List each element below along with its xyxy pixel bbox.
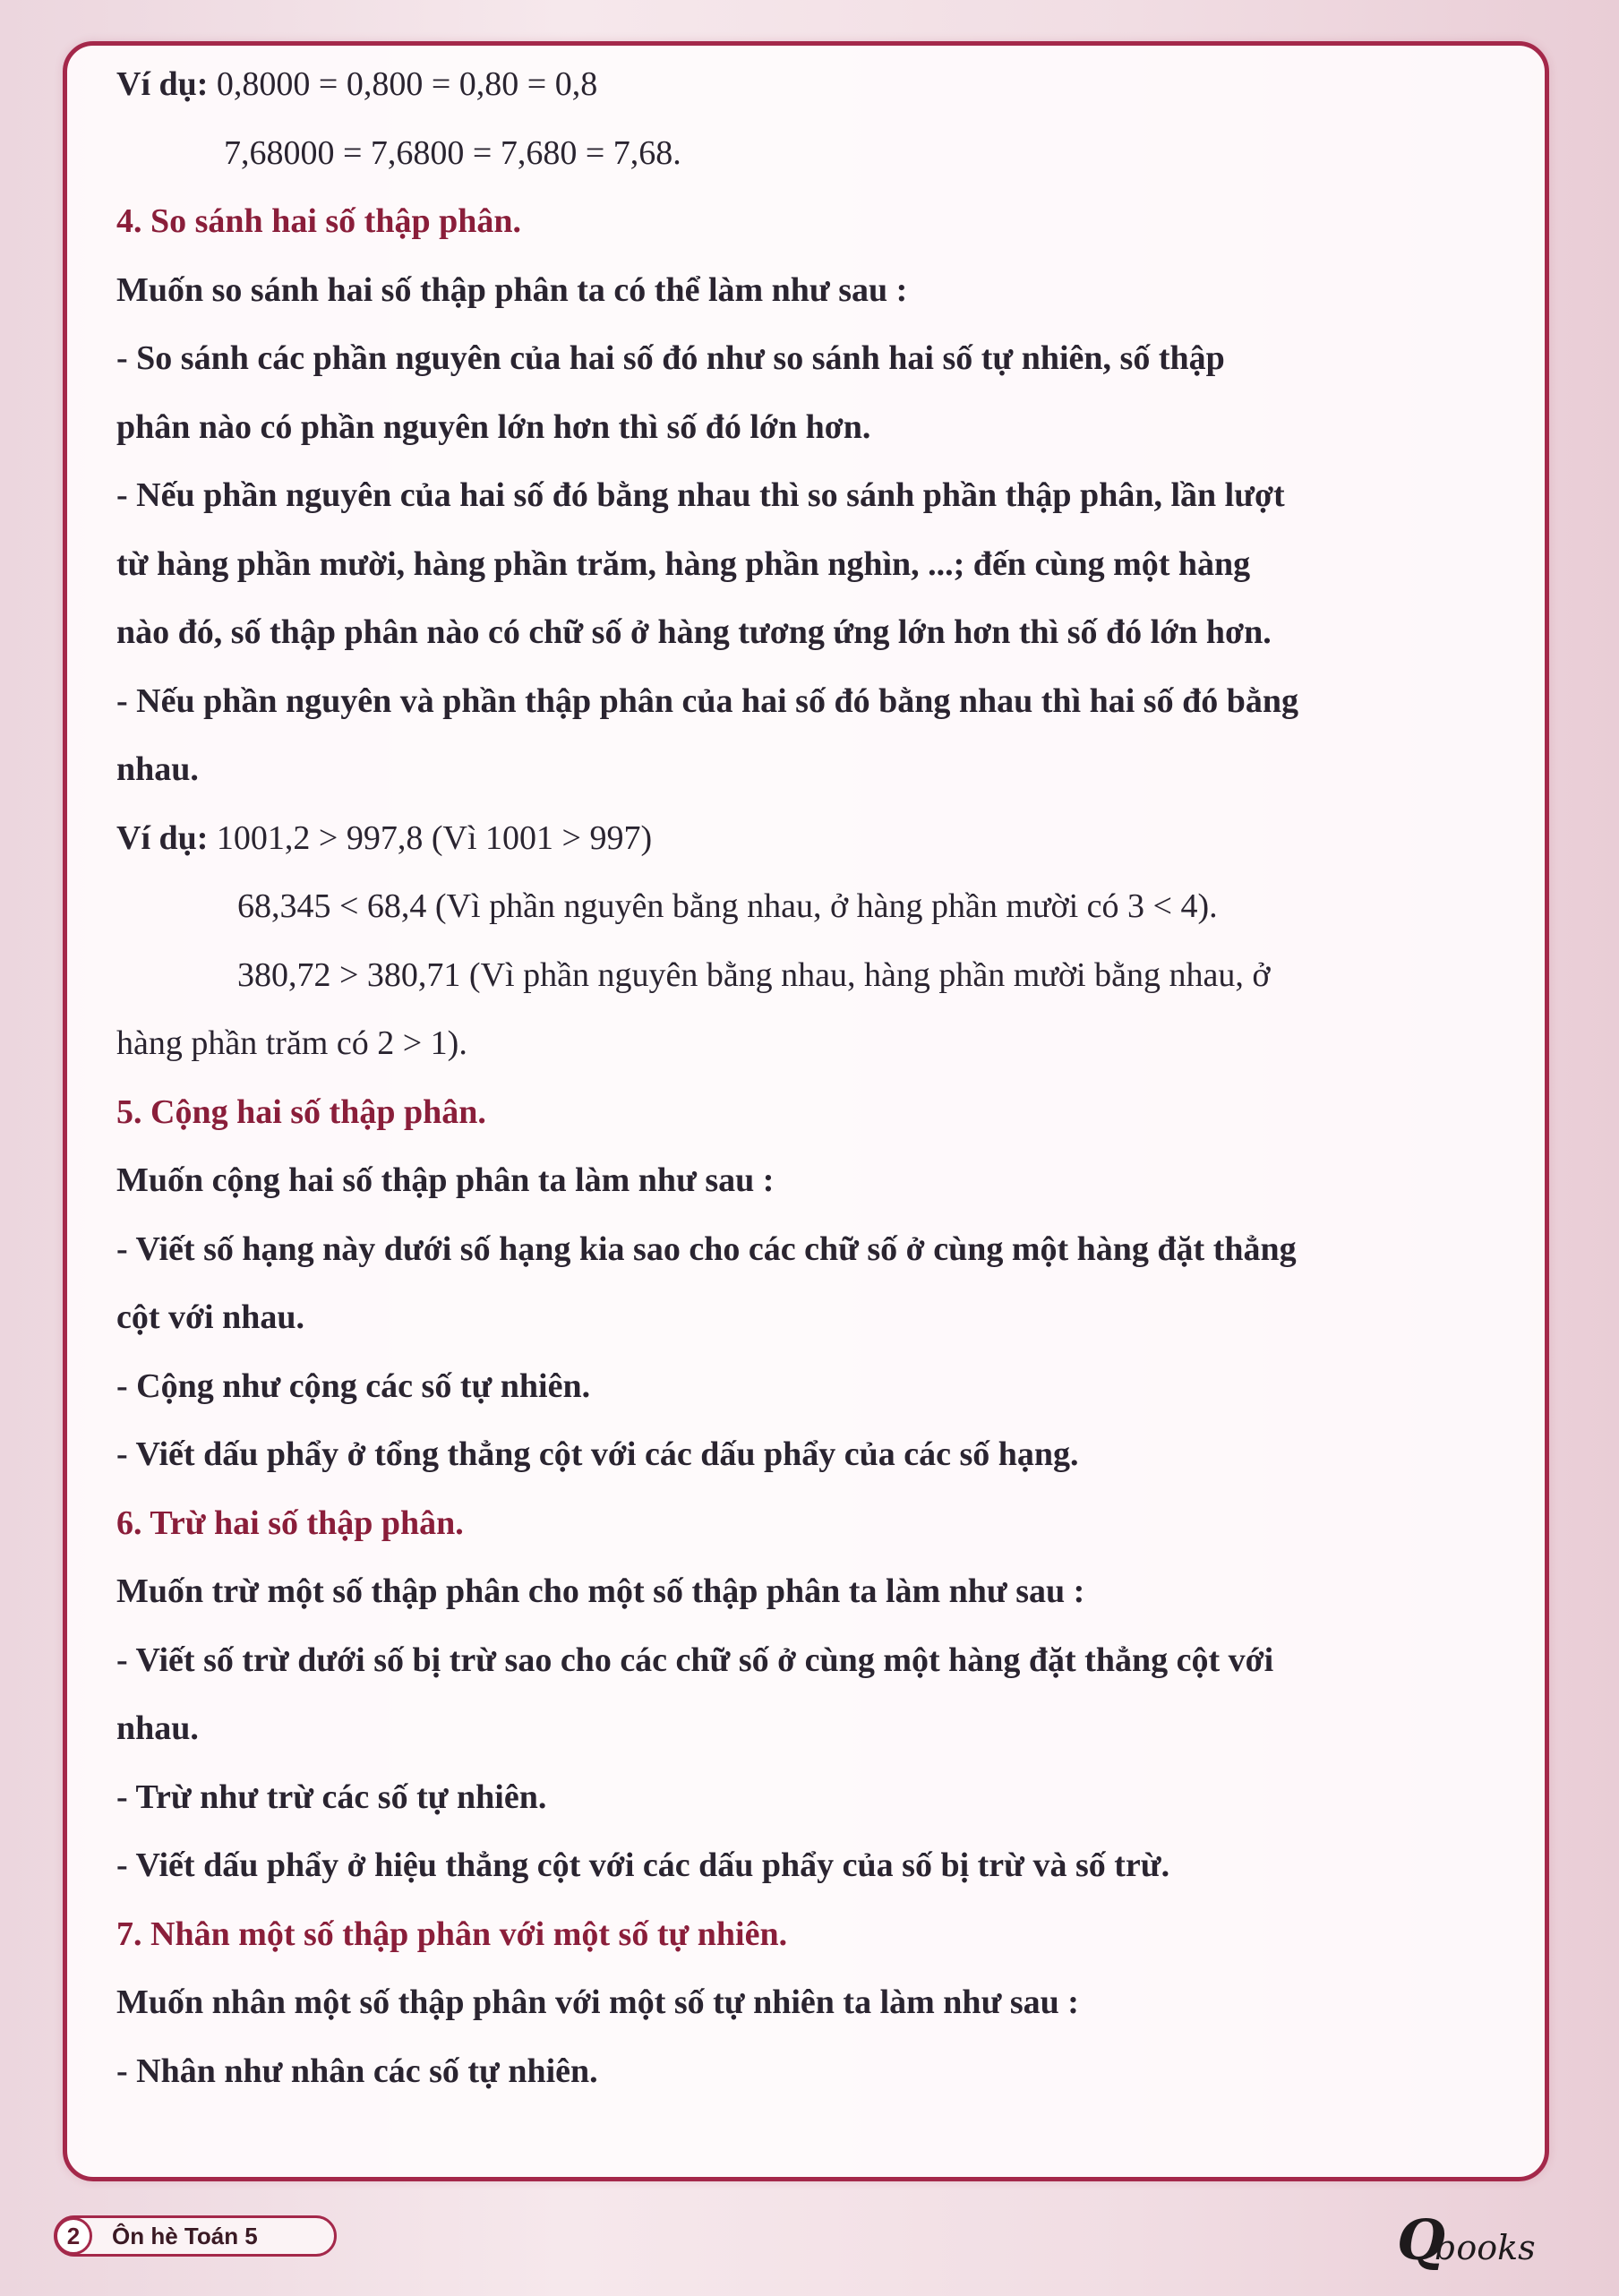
text-segment: - Viết số hạng này dưới số hạng kia sao cho các chữ số ở cùng một hàng đặt thẳng — [116, 1229, 1297, 1268]
page-content — [116, 50, 1513, 2105]
text-segment: Muốn nhân một số thập phân với một số tự nhiên ta làm như sau : — [116, 1983, 1079, 2021]
book-title: Ôn hè Toán 5 — [112, 2222, 258, 2249]
text-line — [116, 735, 1513, 804]
text-segment: nhau. — [116, 750, 199, 788]
example-label: Ví dụ: — [116, 818, 209, 857]
text-segment: 7,68000 = 7,6800 = 7,680 = 7,68. — [224, 133, 681, 172]
text-line — [116, 1763, 1513, 1832]
text-line — [116, 1146, 1513, 1215]
text-segment: từ hàng phần mười, hàng phần trăm, hàng phần nghìn, ...; đến cùng một hàng — [116, 544, 1251, 583]
section-heading — [116, 1900, 1513, 1969]
logo-letter: Q — [1397, 2207, 1446, 2273]
text-segment: - Viết dấu phẩy ở hiệu thẳng cột với các dấu phẩy của số bị trừ và số trừ. — [116, 1846, 1170, 1884]
section-heading — [116, 1489, 1513, 1558]
example-label: Ví dụ: — [116, 65, 209, 103]
text-line — [116, 50, 1513, 119]
text-segment: cột với nhau. — [116, 1298, 305, 1336]
text-line — [116, 119, 1513, 188]
text-segment: - Trừ như trừ các số tự nhiên. — [116, 1778, 547, 1816]
text-line — [116, 1557, 1513, 1626]
text-line — [116, 530, 1513, 599]
text-line — [116, 667, 1513, 736]
page-number: 2 — [55, 2217, 92, 2255]
text-line — [116, 1694, 1513, 1763]
text-segment: - Viết dấu phẩy ở tổng thẳng cột với các dấu phẩy của các số hạng. — [116, 1435, 1079, 1473]
text-line — [116, 1626, 1513, 1695]
text-line — [116, 1283, 1513, 1352]
text-line — [116, 1009, 1513, 1078]
text-line — [116, 872, 1513, 941]
text-segment: 7. Nhân một số thập phân với một số tự nhiên. — [116, 1915, 788, 1953]
text-segment: - Nếu phần nguyên và phần thập phân của hai số đó bằng nhau thì hai số đó bằng — [116, 681, 1298, 720]
text-segment: - Nếu phần nguyên của hai số đó bằng nhau thì so sánh phần thập phân, lần lượt — [116, 476, 1285, 514]
section-heading — [116, 1078, 1513, 1147]
text-segment: 1001,2 > 997,8 (Vì 1001 > 997) — [208, 818, 653, 857]
text-line — [116, 324, 1513, 393]
text-line — [116, 941, 1513, 1010]
text-line — [116, 2037, 1513, 2106]
text-segment: - Nhân như nhân các số tự nhiên. — [116, 2052, 598, 2090]
text-line — [116, 1352, 1513, 1421]
logo-text: books — [1435, 2228, 1536, 2267]
footer-label — [54, 2215, 337, 2257]
text-segment: - So sánh các phần nguyên của hai số đó như so sánh hai số tự nhiên, số thập — [116, 339, 1225, 377]
text-segment: nhau. — [116, 1709, 199, 1747]
text-segment: 4. So sánh hai số thập phân. — [116, 202, 521, 240]
text-segment: Muốn trừ một số thập phân cho một số thập phân ta làm như sau : — [116, 1572, 1085, 1610]
text-line — [116, 1420, 1513, 1489]
text-segment: hàng phần trăm có 2 > 1). — [116, 1024, 467, 1062]
text-segment: nào đó, số thập phân nào có chữ số ở hàng tương ứng lớn hơn thì số đó lớn hơn. — [116, 613, 1272, 651]
text-segment: Muốn cộng hai số thập phân ta làm như sau : — [116, 1161, 775, 1199]
text-line — [116, 461, 1513, 530]
text-line — [116, 1831, 1513, 1900]
text-segment: 380,72 > 380,71 (Vì phần nguyên bằng nhau, hàng phần mười bằng nhau, ở — [237, 955, 1271, 994]
text-segment: phân nào có phần nguyên lớn hơn thì số đó lớn hơn. — [116, 407, 871, 446]
publisher-logo — [1397, 2207, 1558, 2275]
text-line — [116, 598, 1513, 667]
text-line — [116, 804, 1513, 873]
text-segment: 68,345 < 68,4 (Vì phần nguyên bằng nhau, ở hàng phần mười có 3 < 4). — [237, 887, 1218, 925]
text-line — [116, 393, 1513, 462]
text-segment: 0,8000 = 0,800 = 0,80 = 0,8 — [208, 65, 598, 103]
text-line — [116, 256, 1513, 325]
text-segment: 5. Cộng hai số thập phân. — [116, 1092, 486, 1131]
text-segment: 6. Trừ hai số thập phân. — [116, 1504, 464, 1542]
text-segment: - Cộng như cộng các số tự nhiên. — [116, 1366, 591, 1405]
text-segment: - Viết số trừ dưới số bị trừ sao cho các chữ số ở cùng một hàng đặt thẳng cột với — [116, 1641, 1274, 1679]
text-segment: Muốn so sánh hai số thập phân ta có thể làm như sau : — [116, 270, 908, 309]
section-heading — [116, 187, 1513, 256]
text-line — [116, 1968, 1513, 2037]
text-line — [116, 1215, 1513, 1284]
